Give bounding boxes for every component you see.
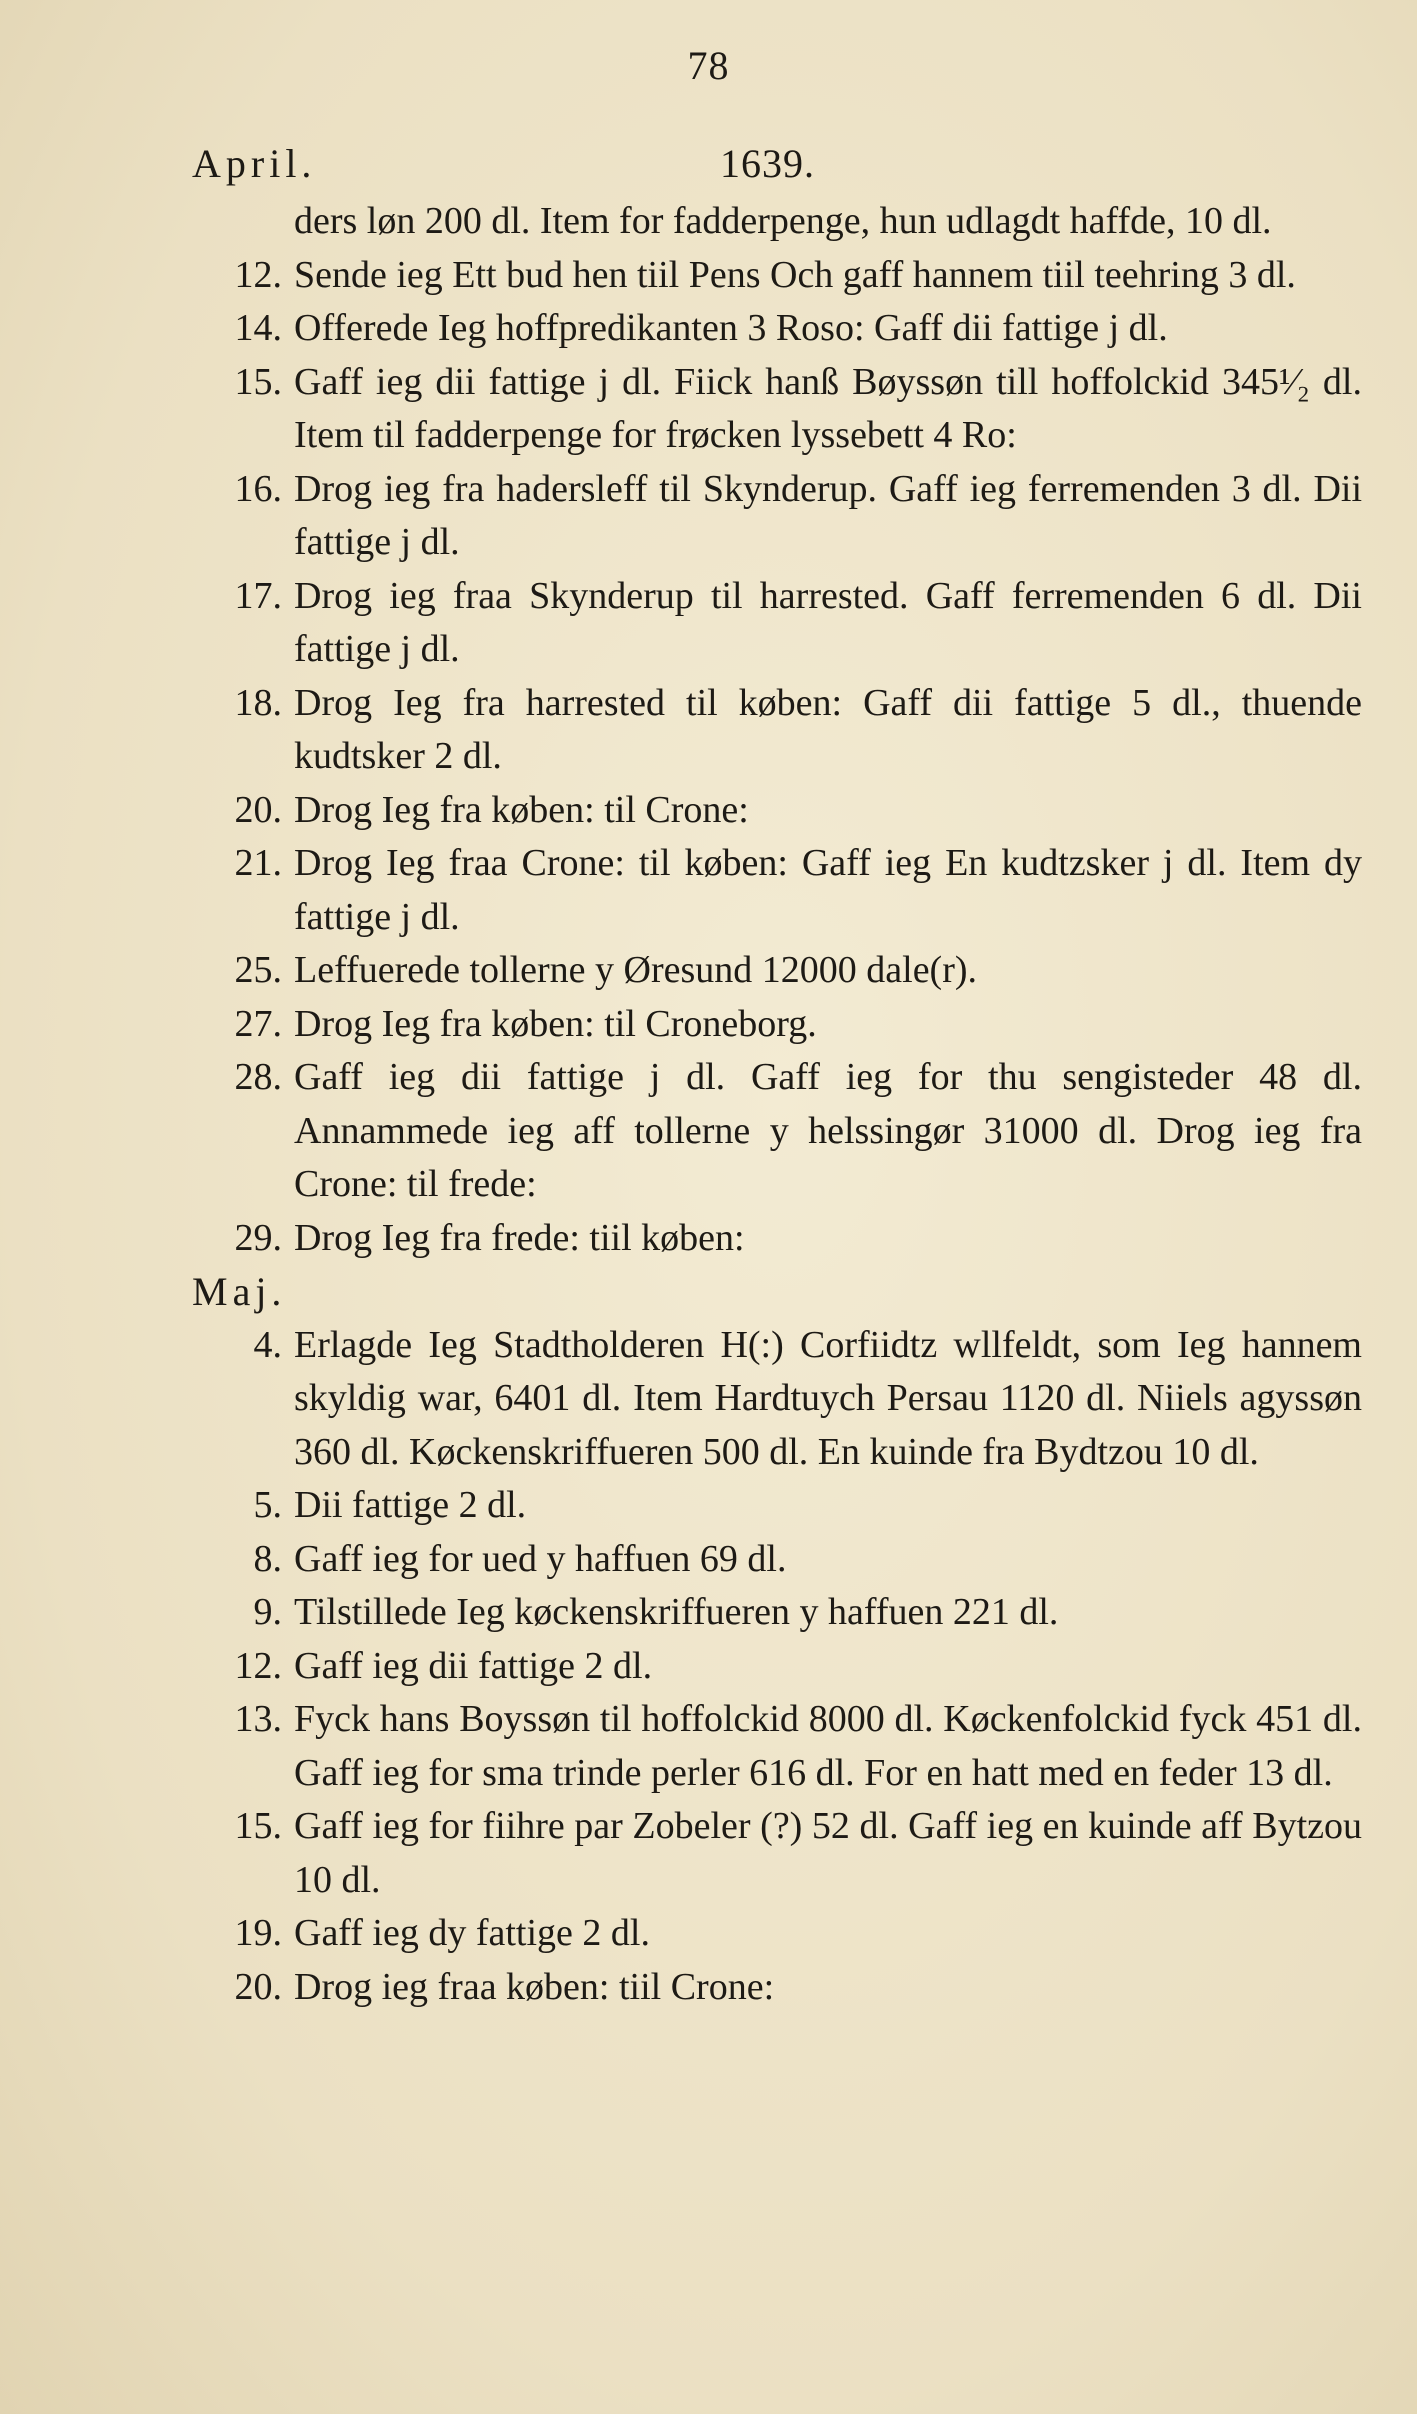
entry-day: 17. (234, 574, 282, 617)
entry-day: 20. (234, 788, 282, 831)
year-heading: 1639. (720, 141, 815, 186)
entry-day: 15. (234, 1805, 282, 1847)
diary-entry (192, 1479, 1362, 1533)
entry-text: Drog Ieg fra køben: til Crone: (294, 788, 749, 831)
entry-day: 9. (253, 1591, 282, 1633)
diary-entry (192, 356, 1362, 463)
page-number: 78 (687, 43, 730, 88)
entry-text: Sende ieg Ett bud hen tiil Pens Och gaff hannem tiil teehring 3 dl. (294, 253, 1296, 296)
diary-entry (192, 463, 1362, 570)
diary-entry (192, 837, 1362, 944)
entry-text: Tilstillede Ieg køckenskriffueren y haffuen 221 dl. (294, 1591, 1059, 1633)
entry-text: Drog ieg fra hadersleff til Skynderup. Gaff ieg ferremenden 3 dl. Dii fattige j dl. (294, 467, 1362, 563)
entry-day: 14. (234, 307, 282, 349)
entry-day: 28. (234, 1056, 282, 1098)
diary-entry (192, 998, 1362, 1052)
diary-entry (192, 784, 1362, 838)
entry-text: Offerede Ieg hoffpredikanten 3 Roso: Gaff dii fattige j dl. (294, 307, 1168, 349)
entry-text: Gaff ieg dy fattige 2 dl. (294, 1912, 650, 1954)
entry-day: 19. (234, 1912, 282, 1954)
entry-day: 20. (234, 1965, 282, 2008)
month-heading: April. (192, 141, 317, 186)
entry-text: Drog Ieg fra harrested til køben: Gaff dii fattige 5 dl., thuende kudtsker 2 dl. (294, 681, 1362, 777)
entry-day: 27. (234, 1002, 282, 1045)
entry-text: ders løn 200 dl. Item for fadderpenge, hun udlagdt haffde, 10 dl. (294, 200, 1272, 242)
entry-text: Gaff ieg for ued y haffuen 69 dl. (294, 1537, 787, 1580)
entry-text: Drog Ieg fra frede: tiil køben: (294, 1216, 745, 1259)
entry-day: 13. (234, 1698, 282, 1740)
entry-text: Fyck hans Boyssøn til hoffolckid 8000 dl. Køckenfolckid fyck 451 dl. Gaff ieg for sma trinde perler 616 dl. For en hatt med en feder 13 dl. (294, 1698, 1362, 1794)
entry-text: Gaff ieg for fiihre par Zobeler (?) 52 dl. Gaff ieg en kuinde aff Bytzou 10 dl. (294, 1805, 1362, 1901)
entry-text: Drog Ieg fraa Crone: til køben: Gaff ieg En kudtzsker j dl. Item dy fattige j dl. (294, 842, 1362, 938)
entry-text: Drog ieg fraa køben: tiil Crone: (294, 1965, 775, 2008)
diary-entry (192, 195, 1362, 249)
entry-day: 18. (234, 681, 282, 724)
month-row (192, 1265, 1362, 1319)
entry-day: 5. (253, 1484, 282, 1526)
diary-entry (192, 570, 1362, 677)
diary-entry (192, 1533, 1362, 1587)
entry-day: 25. (234, 949, 282, 991)
entry-day: 8. (253, 1537, 282, 1580)
diary-entry (192, 249, 1362, 303)
diary-entries (192, 195, 1362, 2014)
entry-day: 4. (253, 1323, 282, 1366)
diary-entry (192, 1961, 1362, 2015)
diary-entry (192, 1693, 1362, 1800)
entry-day: 21. (234, 842, 282, 884)
entry-text: Dii fattige 2 dl. (294, 1484, 527, 1526)
entry-text: Gaff ieg dii fattige 2 dl. (294, 1644, 653, 1687)
entry-text: Gaff ieg dii fattige j dl. Fiick hanß Bøyssøn till hoffolckid 345¹⁄₂ dl. Item til fadderpenge for frøcken lyssebett 4 Ro: (294, 360, 1362, 456)
diary-entry (192, 1907, 1362, 1961)
month-heading-maj: Maj. (192, 1269, 287, 1314)
entry-text: Gaff ieg dii fattige j dl. Gaff ieg for thu sengisteder 48 dl. Annammede ieg aff tollerne y helssingør 31000 dl. Drog ieg fra Crone: til frede: (294, 1056, 1362, 1205)
diary-entry (192, 1319, 1362, 1480)
diary-entry (192, 944, 1362, 998)
diary-entry (192, 302, 1362, 356)
diary-entry (192, 1640, 1362, 1694)
entry-day: 12. (234, 1644, 282, 1687)
entry-text: Drog Ieg fra køben: til Croneborg. (294, 1002, 817, 1045)
diary-entry (192, 677, 1362, 784)
entry-day: 15. (234, 360, 282, 403)
diary-entry (192, 1800, 1362, 1907)
entry-day: 29. (234, 1216, 282, 1259)
page-header (192, 140, 1362, 200)
entry-text: Leffuerede tollerne y Øresund 12000 dale(r). (294, 949, 978, 991)
diary-entry (192, 1051, 1362, 1212)
entry-text: Drog ieg fraa Skynderup til harrested. Gaff ferremenden 6 dl. Dii fattige j dl. (294, 574, 1362, 670)
entry-day: 16. (234, 467, 282, 510)
entry-day: 12. (234, 253, 282, 296)
diary-entry (192, 1212, 1362, 1266)
entry-text: Erlagde Ieg Stadtholderen H(:) Corfiidtz wllfeldt, som Ieg hannem skyldig war, 6401 dl. Item Hardtuych Persau 1120 dl. Niiels agyssøn 360 dl. Køckenskriffueren 500 dl. En kuinde fra Bydtzou 10 dl. (294, 1323, 1362, 1473)
diary-entry (192, 1586, 1362, 1640)
